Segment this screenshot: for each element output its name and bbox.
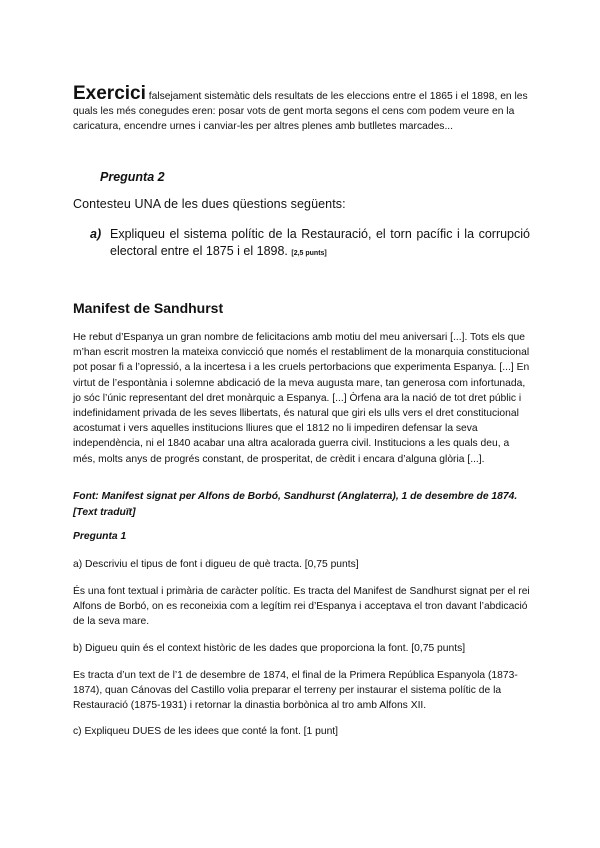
option-a-text: Expliqueu el sistema polític de la Restauració, el torn pacífic i la corrupció electoral entre el 1875 i el 1898. xyxy=(110,227,530,258)
answer-a: És una font textual i primària de caràcter polític. Es tracta del Manifest de Sandhurst signat per el rei Alfons de Borbó, on es reconeixia com a legítim rei d’Espanya i acceptava el tron davant l’abdicació de la seva mare. xyxy=(73,586,530,628)
intro-text: falsejament sistemàtic dels resultats de les eleccions entre el 1865 i el 1898, en les quals les més conegudes eren: posar vots de gent morta segons el cens com podem veure en la caricatura, encendre urnes i canviar-les per altres plenes amb butlletes marcades... xyxy=(73,91,528,132)
question-c: c) Expliqueu DUES de les idees que conté la font. [1 punt] xyxy=(73,726,339,737)
pregunta-1-title: Pregunta 1 xyxy=(73,531,127,542)
pregunta-2-option-a xyxy=(90,226,530,262)
question-a: a) Descriviu el tipus de font i digueu de què tracta. [0,75 punts] xyxy=(73,559,359,570)
intro-paragraph xyxy=(73,83,531,134)
option-a-label: a) xyxy=(90,227,102,241)
option-a-body xyxy=(110,226,530,262)
manifest-source: Font: Manifest signat per Alfons de Borbó, Sandhurst (Anglaterra), 1 de desembre de 1874. [Text traduït] xyxy=(73,491,518,518)
answer-b: Es tracta d’un text de l’1 de desembre de 1874, el final de la Primera República Espanyola (1873-1874), quan Cánovas del Castillo volia preparar el terreny per instaurar el sistema polític de la Restauració (1875-1931) i retornar la dinastia borbònica al tro amb Alfons XII. xyxy=(73,670,518,712)
manifest-heading: Manifest de Sandhurst xyxy=(73,300,224,316)
pregunta-2-title: Pregunta 2 xyxy=(100,170,165,184)
pregunta-2-instruction: Contesteu UNA de les dues qüestions següents: xyxy=(73,197,346,211)
option-a-points: [2,5 punts] xyxy=(291,250,327,257)
intro-word: Exercici xyxy=(73,83,146,104)
manifest-body: He rebut d’Espanya un gran nombre de felicitacions amb motiu del meu aniversari [...]. Tots els que m’han escrit mostren la mateixa convicció que només el restabliment de la monarquia constitucional pot posar fi a l’opressió, a la incertesa i a les cruels pertorbacions que experimenta Espanya. [...] En virtut de l’espontània i solemne abdicació de la meva augusta mare, tan generosa com infortunada, jo sóc l’únic representant del dret monàrquic a Espanya. [...] Òrfena ara la nació de tot dret públic i indefinidament privada de les seves llibertats, és natural que giri els ulls vers el dret constitucional acostumat i vers aquelles institucions lliures que el 1812 no li impediren defensar la seva independència, ni el 1840 acabar una altra acalorada guerra civil. Institucions a les quals deu, a més, molts anys de progrés constant, de prosperitat, de crèdit i encara d’alguna glòria [...]. xyxy=(73,332,530,465)
question-b: b) Digueu quin és el context històric de les dades que proporciona la font. [0,75 punts] xyxy=(73,643,466,654)
